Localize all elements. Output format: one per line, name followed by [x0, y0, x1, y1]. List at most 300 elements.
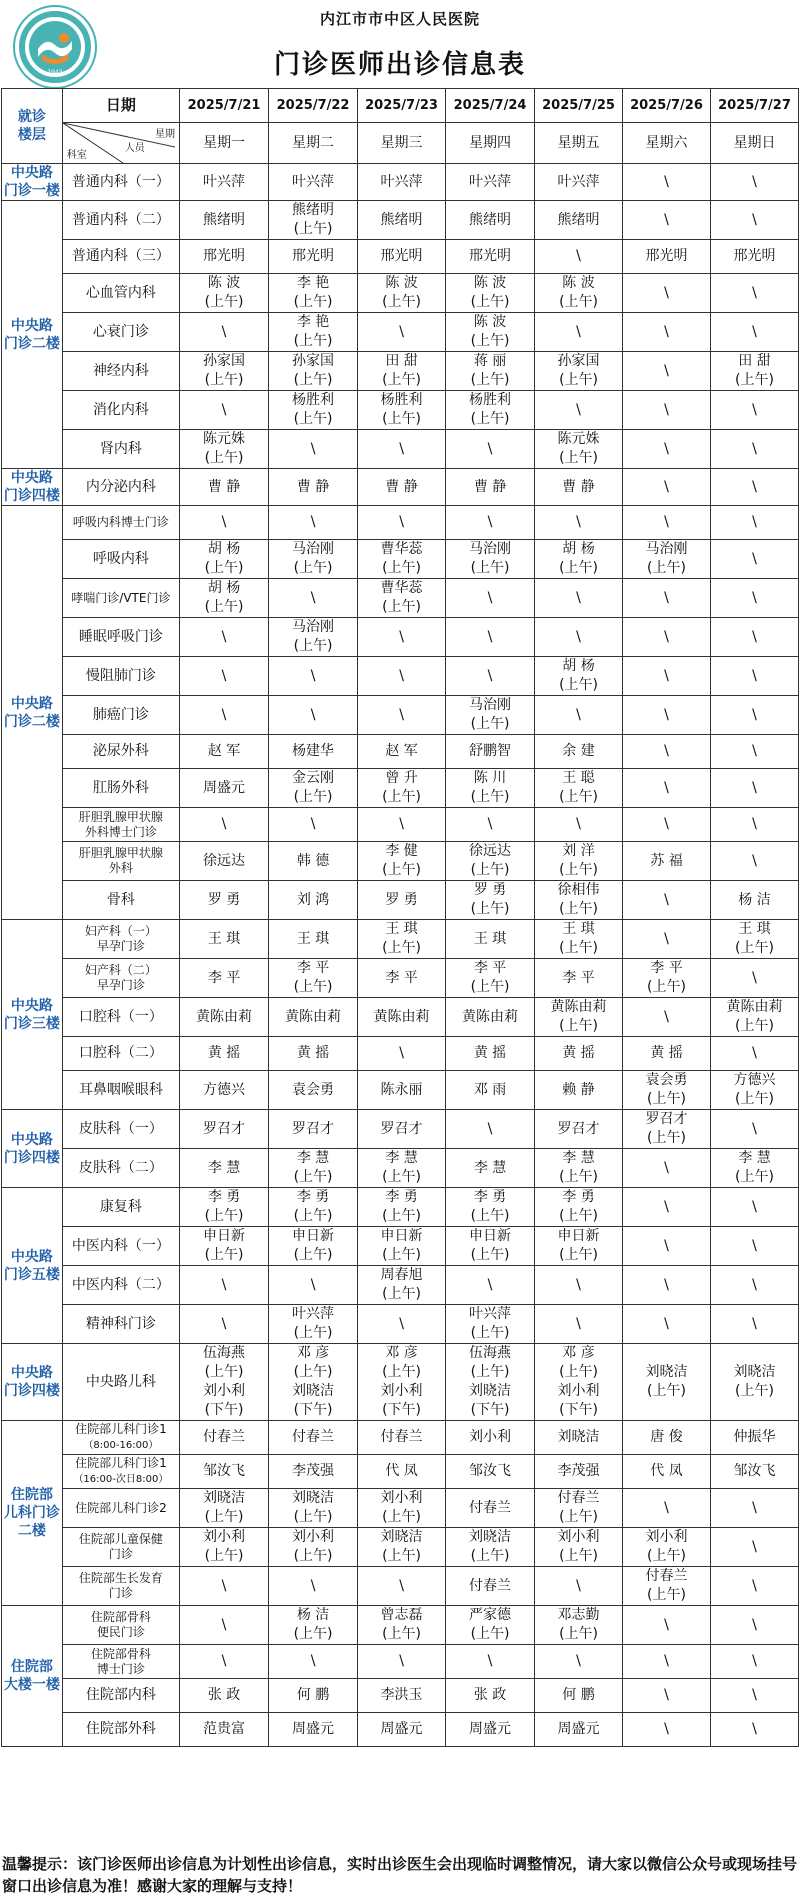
doctor-cell: 黄陈由莉: [446, 998, 535, 1037]
table-row: [2, 1567, 799, 1606]
doctor-cell: 刘小利 (上午): [180, 1528, 269, 1567]
table-row: [2, 842, 799, 881]
table-row: [2, 657, 799, 696]
dept-name: 内分泌内科: [85, 478, 156, 495]
doctor-cell: \: [710, 1567, 798, 1606]
dept-name: 中医内科（一）: [71, 1237, 170, 1254]
floor-label: 中央路 门诊二楼: [2, 201, 63, 469]
doctor-cell: 申日新 (上午): [358, 1227, 446, 1266]
doctor-cell: 邓 雨: [446, 1071, 535, 1110]
floor-label: 中央路 门诊四楼: [2, 469, 63, 506]
doctor-cell: 李 平: [358, 959, 446, 998]
dept-name: 骨科: [106, 891, 135, 908]
diagonal-header-cell: [62, 123, 179, 164]
table-row: [2, 1071, 799, 1110]
doctor-cell: 严家德 (上午): [446, 1606, 535, 1645]
dept-name: 妇产科（二） 早孕门诊: [84, 963, 157, 992]
page-title: 门诊医师出诊信息表: [273, 50, 526, 80]
doctor-cell: \: [358, 430, 446, 469]
dept-name-cell: [62, 1421, 179, 1455]
doctor-cell: \: [269, 430, 358, 469]
dept-name-cell: [62, 1305, 179, 1344]
table-row: [2, 240, 799, 274]
date-cell: 2025/7/26: [623, 89, 711, 123]
doctor-cell: 李 平 (上午): [623, 959, 711, 998]
doctor-cell: 何 鹏: [535, 1679, 623, 1713]
doctor-cell: 李 勇 (上午): [358, 1188, 446, 1227]
doctor-cell: 陈元姝 (上午): [535, 430, 623, 469]
doctor-cell: 曾志磊 (上午): [358, 1606, 446, 1645]
dept-name-cell: [62, 506, 179, 540]
doctor-cell: 范贵富: [180, 1713, 269, 1747]
dept-name: 住院部生长发育 门诊: [78, 1571, 163, 1600]
dept-name-cell: [62, 1110, 179, 1149]
table-row: [2, 618, 799, 657]
doctor-cell: 李茂强: [535, 1455, 623, 1489]
doctor-cell: 徐相伟 (上午): [535, 881, 623, 920]
dept-name-cell: [62, 1037, 179, 1071]
weekday-cell: 星期一: [180, 123, 269, 164]
doctor-cell: \: [623, 735, 711, 769]
floor-header: [2, 89, 63, 164]
doctor-cell: 付春兰: [446, 1489, 535, 1528]
doctor-cell: 邓 彦 (上午) 刘小利 (下午): [358, 1344, 446, 1421]
dept-name: 口腔科（二）: [78, 1045, 163, 1061]
date-cell: 2025/7/22: [269, 89, 358, 123]
doctor-cell: 陈 波 (上午): [535, 274, 623, 313]
table-row: [2, 1489, 799, 1528]
doctor-cell: 李 慧 (上午): [358, 1149, 446, 1188]
table-row: [2, 274, 799, 313]
doctor-cell: 黄 摇: [623, 1037, 711, 1071]
doctor-cell: \: [623, 1188, 711, 1227]
doctor-cell: 熊绪明: [446, 201, 535, 240]
doctor-cell: 刘小利: [446, 1421, 535, 1455]
header-date-row: [2, 89, 799, 123]
doctor-cell: 刘晓洁 (上午): [269, 1489, 358, 1528]
table-row: [2, 469, 799, 506]
doctor-cell: \: [358, 506, 446, 540]
dept-name: 肾内科: [99, 440, 142, 457]
doctor-cell: 王 琪 (上午): [710, 920, 798, 959]
dept-name: 心血管内科: [85, 284, 156, 301]
dept-name-cell: [62, 1455, 179, 1489]
doctor-cell: 王 琪: [269, 920, 358, 959]
table-row: [2, 1344, 799, 1421]
doctor-cell: \: [446, 808, 535, 842]
table-row: [2, 1266, 799, 1305]
table-row: [2, 808, 799, 842]
doctor-cell: \: [710, 1110, 798, 1149]
doctor-cell: 袁会勇 (上午): [623, 1071, 711, 1110]
doctor-cell: \: [180, 657, 269, 696]
date-cell: 2025/7/24: [446, 89, 535, 123]
doctor-cell: 刘 鸿: [269, 881, 358, 920]
person-axis-label: 人员: [124, 143, 145, 154]
doctor-cell: 邢光明: [358, 240, 446, 274]
dept-name: 住院部儿童保健 门诊: [78, 1532, 163, 1561]
doctor-cell: 周盛元: [358, 1713, 446, 1747]
header-week-row: [2, 123, 799, 164]
doctor-cell: 代 凤: [358, 1455, 446, 1489]
doctor-cell: 熊绪明: [358, 201, 446, 240]
doctor-cell: 马治刚 (上午): [269, 540, 358, 579]
doctor-cell: 熊绪明 (上午): [269, 201, 358, 240]
dept-name: 消化内科: [92, 401, 149, 418]
dept-name-cell: [62, 1266, 179, 1305]
doctor-cell: 罗 勇: [358, 881, 446, 920]
doctor-cell: \: [710, 618, 798, 657]
table-row: [2, 881, 799, 920]
table-row: [2, 1188, 799, 1227]
doctor-cell: \: [358, 657, 446, 696]
dept-name: 呼吸内科: [92, 550, 149, 567]
dept-name: 住院部骨科 便民门诊: [90, 1610, 151, 1639]
doctor-cell: \: [358, 808, 446, 842]
floor-label: 中央路 门诊五楼: [2, 1188, 63, 1344]
doctor-cell: 胡 杨 (上午): [535, 657, 623, 696]
doctor-cell: \: [535, 1567, 623, 1606]
dept-name-cell: [62, 274, 179, 313]
table-row: [2, 696, 799, 735]
doctor-cell: \: [710, 769, 798, 808]
dept-name-cell: [62, 959, 179, 998]
doctor-cell: 杨胜利 (上午): [446, 391, 535, 430]
doctor-cell: \: [446, 618, 535, 657]
doctor-cell: 马治刚 (上午): [446, 540, 535, 579]
doctor-cell: 王 琪: [446, 920, 535, 959]
table-row: [2, 920, 799, 959]
doctor-cell: \: [269, 579, 358, 618]
doctor-cell: 李 艳 (上午): [269, 274, 358, 313]
doctor-cell: 邓 彦 (上午) 刘小利 (下午): [535, 1344, 623, 1421]
doctor-cell: \: [535, 1645, 623, 1679]
doctor-cell: 邢光明: [269, 240, 358, 274]
table-row: [2, 506, 799, 540]
doctor-cell: 田 甜 (上午): [710, 352, 798, 391]
doctor-cell: 马治刚 (上午): [446, 696, 535, 735]
doctor-cell: 邢光明: [710, 240, 798, 274]
dept-name: 住院部儿科门诊1: [75, 1456, 167, 1470]
doctor-cell: 李 慧: [180, 1149, 269, 1188]
doctor-cell: \: [710, 430, 798, 469]
doctor-cell: \: [269, 1567, 358, 1606]
table-row: [2, 769, 799, 808]
hospital-name: 内江市市中区人民医院: [319, 10, 480, 28]
date-cell: 2025/7/23: [358, 89, 446, 123]
doctor-cell: 马治刚 (上午): [269, 618, 358, 657]
doctor-cell: 赵 军: [180, 735, 269, 769]
dept-name-cell: [62, 1713, 179, 1747]
doctor-cell: \: [710, 506, 798, 540]
doctor-cell: \: [535, 240, 623, 274]
dept-name-cell: [62, 240, 179, 274]
doctor-cell: 刘晓洁: [535, 1421, 623, 1455]
doctor-cell: 邢光明: [180, 240, 269, 274]
doctor-cell: 黄陈由莉 (上午): [710, 998, 798, 1037]
doctor-cell: \: [710, 959, 798, 998]
dept-name-cell: [62, 657, 179, 696]
dept-name: 心衰门诊: [92, 323, 149, 340]
doctor-cell: 付春兰: [269, 1421, 358, 1455]
doctor-cell: 邹汝飞: [446, 1455, 535, 1489]
doctor-cell: 徐远达: [180, 842, 269, 881]
doctor-cell: 邓 彦 (上午) 刘晓洁 (下午): [269, 1344, 358, 1421]
doctor-cell: 杨胜利 (上午): [358, 391, 446, 430]
doctor-cell: \: [710, 579, 798, 618]
doctor-cell: \: [535, 579, 623, 618]
doctor-cell: 陈永丽: [358, 1071, 446, 1110]
doctor-cell: 周盛元: [535, 1713, 623, 1747]
doctor-cell: \: [623, 618, 711, 657]
doctor-cell: \: [623, 808, 711, 842]
doctor-cell: 邢光明: [446, 240, 535, 274]
doctor-cell: 熊绪明: [535, 201, 623, 240]
doctor-cell: 曾 升 (上午): [358, 769, 446, 808]
doctor-cell: 李洪玉: [358, 1679, 446, 1713]
doctor-cell: 李 勇 (上午): [446, 1188, 535, 1227]
doctor-cell: \: [269, 1645, 358, 1679]
doctor-cell: 张 政: [180, 1679, 269, 1713]
doctor-cell: \: [623, 657, 711, 696]
table-row: [2, 998, 799, 1037]
doctor-cell: 周盛元: [446, 1713, 535, 1747]
doctor-cell: 刘小利 (上午): [358, 1489, 446, 1528]
doctor-cell: 蒋 丽 (上午): [446, 352, 535, 391]
doctor-cell: \: [710, 735, 798, 769]
doctor-cell: \: [710, 1266, 798, 1305]
doctor-cell: \: [446, 1645, 535, 1679]
doctor-cell: \: [535, 506, 623, 540]
dept-name: 慢阻肺门诊: [85, 667, 156, 684]
doctor-cell: 申日新 (上午): [535, 1227, 623, 1266]
doctor-cell: \: [358, 1037, 446, 1071]
doctor-cell: 赵 军: [358, 735, 446, 769]
doctor-cell: 曹 静: [446, 469, 535, 506]
doctor-cell: \: [710, 1528, 798, 1567]
doctor-cell: \: [180, 618, 269, 657]
doctor-cell: 方德兴: [180, 1071, 269, 1110]
doctor-cell: 李 平 (上午): [446, 959, 535, 998]
doctor-cell: 李 平: [180, 959, 269, 998]
doctor-cell: \: [710, 1679, 798, 1713]
dept-name: 呼吸内科博士门诊: [72, 515, 169, 529]
dept-name-cell: [62, 769, 179, 808]
doctor-cell: 余 建: [535, 735, 623, 769]
doctor-cell: \: [710, 540, 798, 579]
doctor-cell: 罗召才: [358, 1110, 446, 1149]
floor-label: 中央路 门诊一楼: [2, 164, 63, 201]
doctor-cell: 黄陈由莉: [180, 998, 269, 1037]
doctor-cell: 王 琪: [180, 920, 269, 959]
doctor-cell: 代 凤: [623, 1455, 711, 1489]
doctor-cell: 付春兰: [446, 1567, 535, 1606]
doctor-cell: 曹 静: [358, 469, 446, 506]
doctor-cell: \: [180, 391, 269, 430]
doctor-cell: 李 慧 (上午): [710, 1149, 798, 1188]
doctor-cell: \: [446, 579, 535, 618]
table-row: [2, 1645, 799, 1679]
doctor-cell: \: [358, 1645, 446, 1679]
weekday-cell: 星期四: [446, 123, 535, 164]
floor-label: 中央路 门诊四楼: [2, 1110, 63, 1188]
dept-name-cell: [62, 352, 179, 391]
doctor-cell: 杨 洁 (上午): [269, 1606, 358, 1645]
doctor-cell: 陈 波 (上午): [180, 274, 269, 313]
dept-axis-label: 科室: [66, 150, 87, 161]
doctor-cell: 孙家国 (上午): [180, 352, 269, 391]
weekday-cell: 星期三: [358, 123, 446, 164]
dept-name: 康复科: [99, 1198, 142, 1215]
schedule-table: [1, 88, 799, 1747]
doctor-cell: 苏 福: [623, 842, 711, 881]
doctor-cell: 李茂强: [269, 1455, 358, 1489]
doctor-cell: 杨胜利 (上午): [269, 391, 358, 430]
doctor-cell: 李 艳 (上午): [269, 313, 358, 352]
doctor-cell: \: [623, 469, 711, 506]
doctor-cell: 李 勇 (上午): [180, 1188, 269, 1227]
dept-name: 肺癌门诊: [92, 706, 149, 723]
weekday-cell: 星期五: [535, 123, 623, 164]
floor-label: 中央路 门诊三楼: [2, 920, 63, 1110]
doctor-cell: 叶兴萍: [358, 164, 446, 201]
date-cell: 2025/7/27: [710, 89, 798, 123]
doctor-cell: \: [623, 506, 711, 540]
table-row: [2, 352, 799, 391]
dept-name: 妇产科（一） 早孕门诊: [84, 924, 157, 953]
doctor-cell: \: [710, 274, 798, 313]
dept-name: 住院部外科: [85, 1721, 156, 1737]
dept-name: 皮肤科（一）: [78, 1120, 163, 1137]
doctor-cell: 伍海燕 (上午) 刘小利 (下午): [180, 1344, 269, 1421]
doctor-cell: 叶兴萍 (上午): [446, 1305, 535, 1344]
dept-name: 泌尿外科: [92, 743, 149, 759]
table-row: [2, 201, 799, 240]
floor-label: 住院部 儿科门诊 二楼: [2, 1421, 63, 1606]
table-row: [2, 1606, 799, 1645]
doctor-cell: 张 政: [446, 1679, 535, 1713]
doctor-cell: \: [180, 1645, 269, 1679]
table-row: [2, 579, 799, 618]
doctor-cell: \: [623, 1606, 711, 1645]
doctor-cell: 仲振华: [710, 1421, 798, 1455]
doctor-cell: \: [535, 618, 623, 657]
doctor-cell: \: [710, 657, 798, 696]
doctor-cell: \: [446, 657, 535, 696]
date-cell: 2025/7/25: [535, 89, 623, 123]
dept-name: 住院部骨科 博士门诊: [90, 1646, 151, 1676]
doctor-cell: 邹汝飞: [180, 1455, 269, 1489]
doctor-cell: 刘小利 (上午): [535, 1528, 623, 1567]
floor-label: 住院部 大楼一楼: [2, 1606, 63, 1747]
doctor-cell: 何 鹏: [269, 1679, 358, 1713]
doctor-cell: 王 琪 (上午): [535, 920, 623, 959]
doctor-cell: \: [623, 881, 711, 920]
dept-name-cell: [62, 1071, 179, 1110]
dept-name: 普通内科（三）: [71, 248, 170, 264]
table-row: [2, 1110, 799, 1149]
weekday-cell: 星期二: [269, 123, 358, 164]
doctor-cell: 黄陈由莉: [269, 998, 358, 1037]
date-cell: 2025/7/21: [180, 89, 269, 123]
table-row: [2, 735, 799, 769]
doctor-cell: 申日新 (上午): [269, 1227, 358, 1266]
doctor-cell: 陈 波 (上午): [358, 274, 446, 313]
doctor-cell: 付春兰: [180, 1421, 269, 1455]
dept-name-cell: [62, 391, 179, 430]
dept-name-cell: [62, 696, 179, 735]
doctor-cell: \: [446, 1266, 535, 1305]
doctor-cell: 曹 静: [180, 469, 269, 506]
dept-name: 中医内科（二）: [71, 1276, 170, 1293]
dept-name-cell: [62, 1567, 179, 1606]
doctor-cell: 周盛元: [269, 1713, 358, 1747]
dept-name-cell: [62, 201, 179, 240]
doctor-cell: 曹华蕊 (上午): [358, 540, 446, 579]
doctor-cell: \: [180, 1567, 269, 1606]
dept-name: 精神科门诊: [85, 1315, 156, 1332]
doctor-cell: \: [535, 696, 623, 735]
doctor-cell: 方德兴 (上午): [710, 1071, 798, 1110]
doctor-cell: 陈元姝 (上午): [180, 430, 269, 469]
doctor-cell: \: [180, 506, 269, 540]
doctor-cell: 付春兰 (上午): [623, 1567, 711, 1606]
weekday-cell: 星期六: [623, 123, 711, 164]
doctor-cell: 杨建华: [269, 735, 358, 769]
dept-name-cell: [62, 579, 179, 618]
dept-name: 耳鼻咽喉眼科: [78, 1081, 163, 1098]
dept-name-cell: [62, 842, 179, 881]
dept-name-cell: [62, 881, 179, 920]
doctor-cell: 舒鹏智: [446, 735, 535, 769]
floor-label: 中央路 门诊四楼: [2, 1344, 63, 1421]
dept-name: 肝胆乳腺甲状腺 外科博士门诊: [78, 809, 163, 839]
dept-name-cell: [62, 164, 179, 201]
doctor-cell: 叶兴萍: [535, 164, 623, 201]
doctor-cell: \: [269, 506, 358, 540]
doctor-cell: \: [710, 1489, 798, 1528]
doctor-cell: \: [180, 1266, 269, 1305]
dept-name: 口腔科（一）: [78, 1008, 163, 1025]
doctor-cell: 田 甜 (上午): [358, 352, 446, 391]
dept-name: 哮喘门诊/VTE门诊: [71, 590, 171, 605]
doctor-cell: \: [623, 1679, 711, 1713]
dept-name: 肛肠外科: [92, 779, 149, 796]
table-row: [2, 1713, 799, 1747]
table-row: [2, 1528, 799, 1567]
doctor-cell: 刘晓洁 (上午): [358, 1528, 446, 1567]
doctor-cell: \: [623, 1305, 711, 1344]
doctor-cell: \: [623, 1489, 711, 1528]
doctor-cell: 罗召才: [535, 1110, 623, 1149]
svg-text:1943: 1943: [47, 69, 63, 76]
dept-name-cell: [62, 1606, 179, 1645]
table-row: [2, 430, 799, 469]
doctor-cell: \: [710, 1188, 798, 1227]
doctor-cell: 曹 静: [269, 469, 358, 506]
doctor-cell: \: [180, 1305, 269, 1344]
doctor-cell: 罗 勇 (上午): [446, 881, 535, 920]
doctor-cell: 刘小利 (上午): [623, 1528, 711, 1567]
doctor-cell: 刘晓洁 (上午): [623, 1344, 711, 1421]
doctor-cell: \: [269, 657, 358, 696]
doctor-cell: 叶兴萍 (上午): [269, 1305, 358, 1344]
doctor-cell: \: [710, 1713, 798, 1747]
doctor-cell: 罗 勇: [180, 881, 269, 920]
page-header: [0, 0, 800, 88]
doctor-cell: 唐 俊: [623, 1421, 711, 1455]
doctor-cell: 周盛元: [180, 769, 269, 808]
